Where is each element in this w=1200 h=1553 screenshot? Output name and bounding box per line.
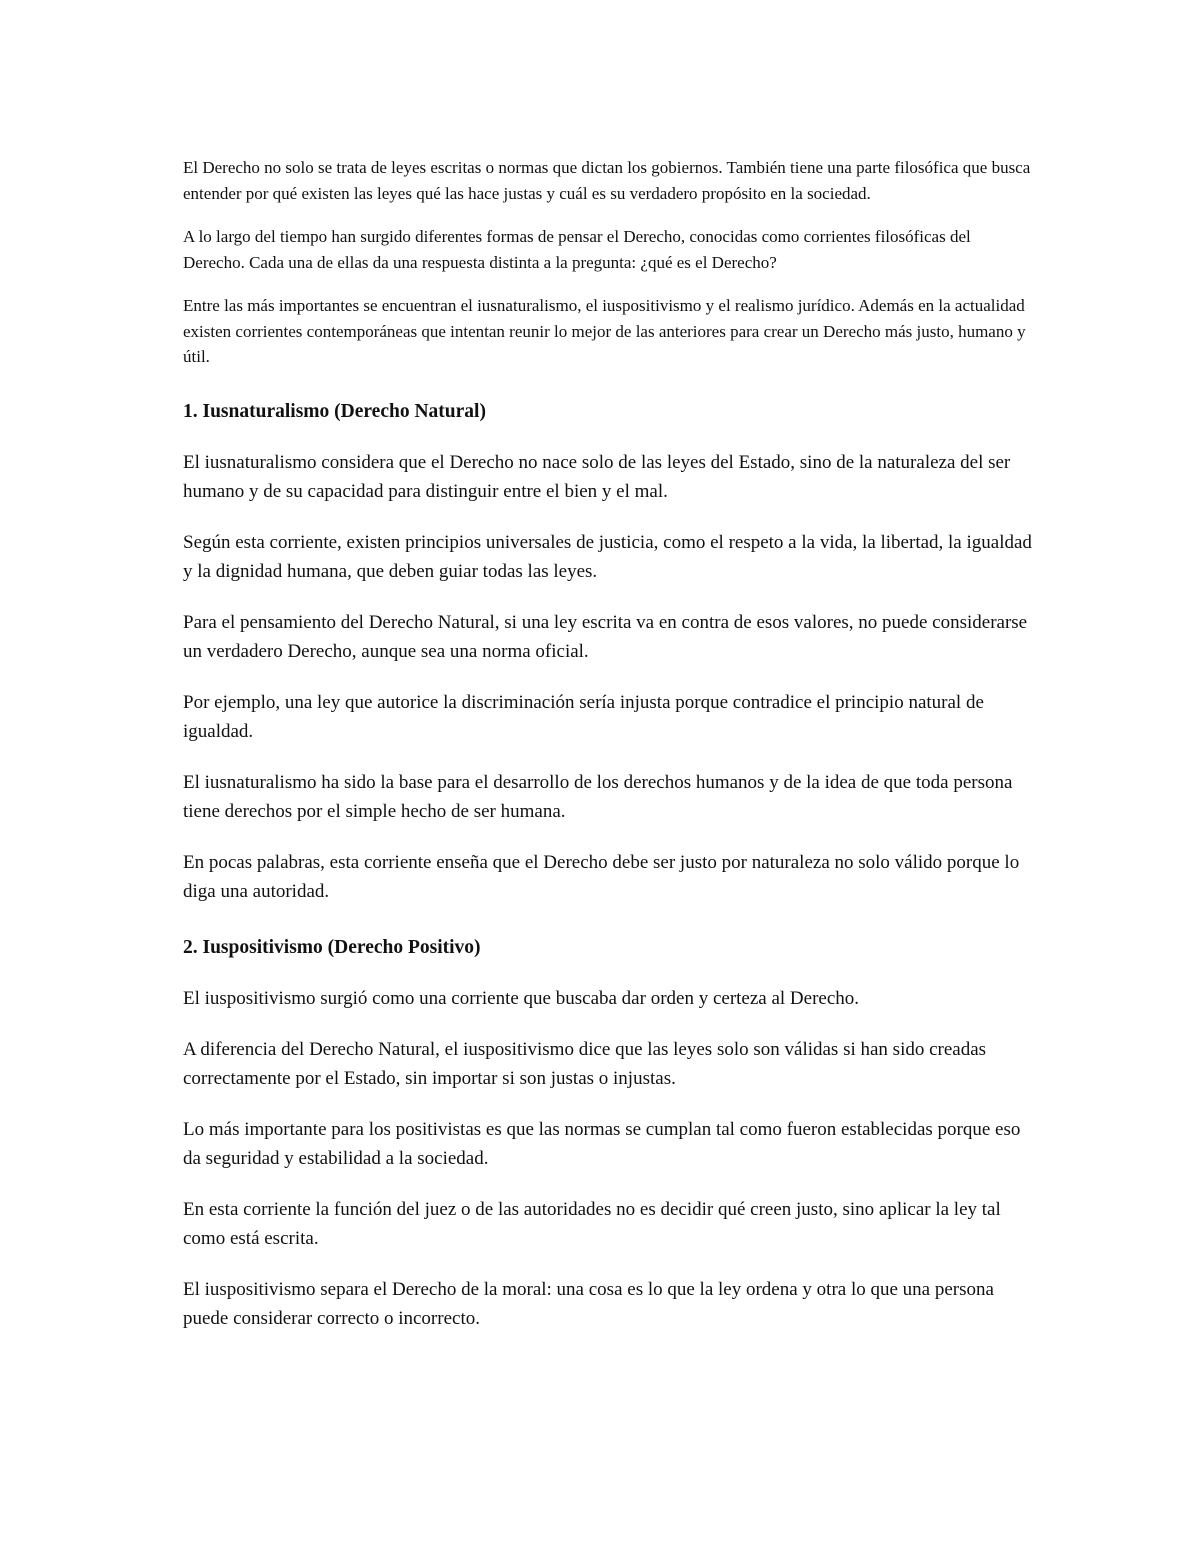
section-paragraph: Según esta corriente, existen principios universales de justicia, como el respeto a la vida, la libertad, la igualdad y la dignidad humana, que deben guiar todas las leyes. bbox=[183, 531, 1032, 582]
section-paragraph: El iusnaturalismo considera que el Derecho no nace solo de las leyes del Estado, sino de la naturaleza del ser humano y de su capacidad para distinguir entre el bien y el mal. bbox=[183, 451, 1011, 502]
section-heading: 1. Iusnaturalismo (Derecho Natural) bbox=[183, 400, 486, 422]
section-iuspositivismo bbox=[183, 934, 1033, 1333]
intro-paragraph: A lo largo del tiempo han surgido diferentes formas de pensar el Derecho, conocidas como corrientes filosóficas del Derecho. Cada una de ellas da una respuesta distinta a la pregunta: ¿qué es el Derecho? bbox=[183, 227, 971, 272]
section-paragraph: Lo más importante para los positivistas es que las normas se cumplan tal como fueron establecidas porque eso da seguridad y estabilidad a la sociedad. bbox=[183, 1118, 1021, 1169]
section-iusnaturalismo bbox=[183, 398, 1033, 906]
section-paragraph: El iuspositivismo surgió como una corriente que buscaba dar orden y certeza al Derecho. bbox=[183, 987, 860, 1009]
section-paragraph: Por ejemplo, una ley que autorice la discriminación sería injusta porque contradice el principio natural de igualdad. bbox=[183, 691, 984, 742]
section-heading: 2. Iuspositivismo (Derecho Positivo) bbox=[183, 936, 481, 958]
section-paragraph: En esta corriente la función del juez o de las autoridades no es decidir qué creen justo, sino aplicar la ley tal como está escrita. bbox=[183, 1198, 1001, 1249]
document-body bbox=[183, 155, 1033, 1355]
section-paragraph: Para el pensamiento del Derecho Natural, si una ley escrita va en contra de esos valores, no puede considerarse un verdadero Derecho, aunque sea una norma oficial. bbox=[183, 611, 1028, 662]
section-paragraph: El iuspositivismo separa el Derecho de la moral: una cosa es lo que la ley ordena y otra lo que una persona puede considerar correcto o incorrecto. bbox=[183, 1278, 994, 1329]
section-paragraph: A diferencia del Derecho Natural, el iuspositivismo dice que las leyes solo son válidas si han sido creadas correctamente por el Estado, sin importar si son justas o injustas. bbox=[183, 1038, 987, 1089]
section-paragraph: En pocas palabras, esta corriente enseña que el Derecho debe ser justo por naturaleza no solo válido porque lo diga una autoridad. bbox=[183, 851, 1020, 902]
section-paragraph: El iusnaturalismo ha sido la base para el desarrollo de los derechos humanos y de la idea de que toda persona tiene derechos por el simple hecho de ser humana. bbox=[183, 771, 1013, 822]
intro-paragraph: Entre las más importantes se encuentran el iusnaturalismo, el iuspositivismo y el realismo jurídico. Además en la actualidad existen corrientes contemporáneas que intentan reunir lo mejor de las anteriores para crear un Derecho más justo, humano y útil. bbox=[183, 296, 1026, 366]
intro-paragraph: El Derecho no solo se trata de leyes escritas o normas que dictan los gobiernos. También tiene una parte filosófica que busca entender por qué existen las leyes qué las hace justas y cuál es su verdadero propósito en la sociedad. bbox=[183, 158, 1031, 203]
intro bbox=[183, 155, 1033, 370]
